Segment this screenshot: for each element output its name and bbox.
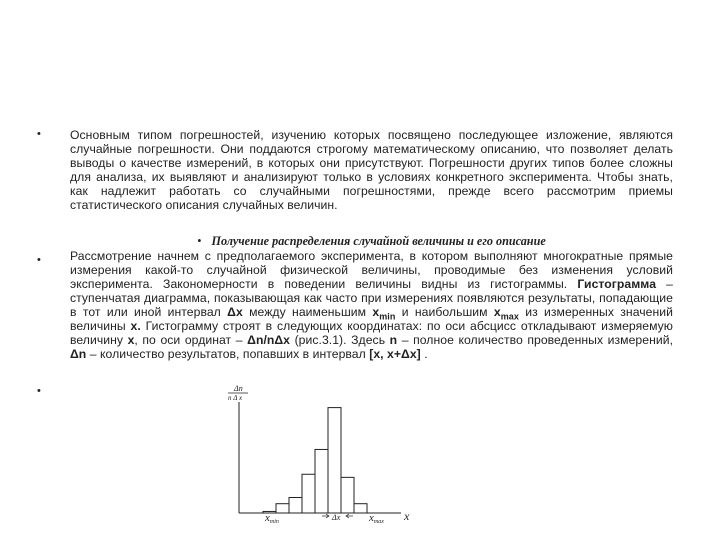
p2-text-6: Гистограмму строят в следующих координатах: по оси абсцисс откладывают измеряемую величину [70, 319, 673, 347]
p2-text-10: – количество результатов, попавших в интервал [86, 347, 370, 361]
y-label-top: Δn [234, 384, 243, 393]
symbol-xmin-x: х [372, 305, 380, 319]
p2-text-1: Рассмотрение начнем с предполагаемого эксперимента, в котором выполняют многократные прямые измерения какой-то случайной физической величины, проводимые без изменения условий эксперимента. Закономерности в поведении величины видны из гистограммы. [70, 249, 673, 291]
p2-text-11: . [420, 347, 428, 361]
bullet-3: • [37, 385, 41, 397]
xmin-label [264, 512, 279, 523]
histogram-bar-5 [315, 449, 328, 513]
histogram-bar-3 [289, 498, 302, 514]
p2-text-8: (рис.3.1). Здесь [290, 333, 390, 347]
y-label-bottom: n Δ x [228, 394, 243, 402]
xmax-label-sub: max [373, 519, 384, 523]
symbol-dn: Δn [70, 347, 87, 361]
histogram-bars [263, 408, 367, 513]
dx-label: Δx [332, 513, 341, 522]
xmin-label-x: x [265, 512, 270, 523]
xmin-label-sub: min [269, 519, 279, 523]
p2-text-2: – ступенчатая диаграмма, показывающая как часто при измерениях появляются результаты, попадающие в тот или иной интервал [70, 277, 674, 319]
p2-text-4: и наибольшим [395, 305, 494, 319]
x-axis-label: x [404, 509, 410, 523]
bullet-1: • [37, 128, 41, 140]
histogram-figure [225, 383, 420, 523]
symbol-xmin-sub: min [379, 311, 396, 322]
symbol-x-1: х. [130, 319, 141, 333]
xmax-label [368, 512, 384, 523]
histogram-bar-4 [302, 474, 315, 513]
p2-text-9: – полное количество проведенных измерений, [397, 333, 674, 347]
symbol-dx: Δх [227, 305, 243, 319]
symbol-ratio: Δn/nΔх [247, 333, 291, 347]
section-subheading [70, 234, 673, 248]
term-histogram: Гистограмма [577, 277, 657, 291]
paragraph-histogram [70, 249, 673, 361]
symbol-xmax [493, 305, 519, 322]
symbol-xmax-sub: max [500, 311, 519, 322]
symbol-n: n [389, 333, 398, 347]
xmax-label-x: x [369, 512, 374, 523]
paragraph-random-errors: Основным типом погрешностей, изучению которых посвящено последующее изложение, являются случайные погрешности. Они поддаются строгому математическому описанию, что позволяет делать выводы о качестве измерений, в которых они присутствуют. Погрешности других типов более сложны для анализа, их выявляют и анализируют только в условиях конкретного эксперимента. Чтобы знать, как надлежит работать со случайными погрешностями, прежде всего рассмотрим приемы статистического описания случайных величин. [70, 128, 673, 212]
symbol-xmin [372, 305, 396, 322]
bullet-2: • [37, 254, 41, 266]
histogram-bar-7 [341, 477, 354, 513]
symbol-interval: [х, х+Δх] [369, 347, 421, 361]
symbol-xmax-x: х [493, 305, 501, 319]
p2-text-3: между наименьшим [242, 305, 373, 319]
subheading-text: Получение распределения случайной величины и его описание [211, 234, 546, 248]
histogram-bar-8 [354, 504, 367, 513]
p2-text-7: , по оси ординат – [134, 333, 248, 347]
histogram-bar-2 [276, 504, 289, 513]
subheading-bullet: • [197, 234, 202, 248]
histogram-bar-6 [328, 408, 341, 513]
p2-text-5: из измеренных значений величины [70, 305, 673, 333]
symbol-x-2: х [127, 333, 135, 347]
